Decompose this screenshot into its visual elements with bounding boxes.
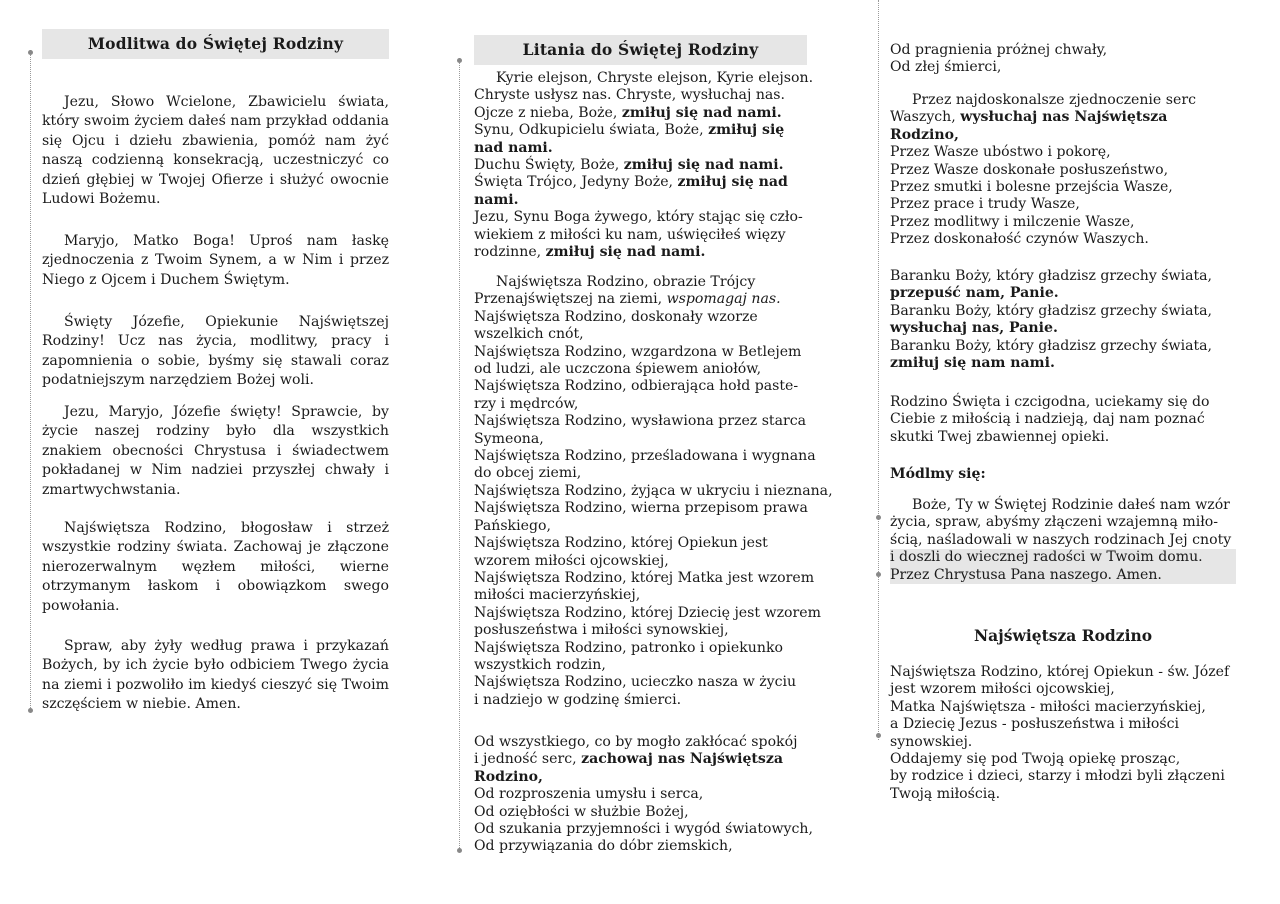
litany-line: Przez smutki i bolesne przejścia Wasze, xyxy=(890,179,1173,196)
rule-dot xyxy=(28,708,33,713)
litany-line xyxy=(474,174,813,191)
litany-through-block xyxy=(890,92,1196,249)
litany-line: wszystkich rodzin, xyxy=(474,656,606,673)
litany-line: Twoją miłością. xyxy=(890,785,1001,802)
litany-invocations xyxy=(474,70,813,261)
response-text: Rodzino, xyxy=(890,126,959,143)
litany-line: Najświętsza Rodzino, prześladowana i wygnana xyxy=(474,448,816,465)
litany-line: ścią, naśladowali w naszych rodzinach Jej cnoty xyxy=(890,531,1232,548)
litany-line: i nadziejo w godzinę śmierci. xyxy=(474,691,682,708)
litany-line: Najświętsza Rodzino, patronko i opiekunko xyxy=(474,639,783,656)
rule-dot xyxy=(28,50,33,55)
paragraph-text: Święty Józefie, Opiekunie Najświętszej Rodziny! Ucz nas życia, modlitwy, pracy i zapomnienia o sobie, byśmy się stawali coraz podatniejszym narzędziem Bożej woli. xyxy=(42,314,389,389)
litany-line: by rodzice i dzieci, starzy i młodzi byli złączeni xyxy=(890,768,1225,785)
litany-line xyxy=(890,549,1236,566)
rule-dot xyxy=(876,515,881,520)
litany-line: Najświętsza Rodzino, obrazie Trójcy xyxy=(496,274,756,290)
response-text: nami. xyxy=(474,191,519,208)
litany-line: Najświętsza Rodzino, wierna przepisom prawa xyxy=(474,500,808,517)
litany-line xyxy=(890,567,1236,584)
litany-family-invocations xyxy=(474,274,833,709)
litany-line: rzy i mędrców, xyxy=(474,395,579,412)
litany-line: Najświętsza Rodzino, wysławiona przez starca xyxy=(474,413,807,430)
litany-line: Najświętsza Rodzino, której Opiekun jest xyxy=(474,535,768,552)
litany-line: Najświętsza Rodzino, żyjąca w ukryciu i nieznana, xyxy=(474,482,833,499)
litany-line: Baranku Boży, który gładzisz grzechy świata, xyxy=(890,302,1213,319)
response-text: zmiłuj się nad nami. xyxy=(623,157,784,174)
litany-line: synowskiej. xyxy=(890,733,973,750)
rule-dot xyxy=(457,58,462,63)
litany-line: Najświętsza Rodzino, doskonały wzorze xyxy=(474,308,758,325)
highlight-text: i doszli do wiecznej radości w Twoim domu. xyxy=(890,549,1236,566)
line-text: Ojcze z nieba, Boże, xyxy=(474,104,618,121)
litany-line: Oddajemy się pod Twoją opiekę prosząc, xyxy=(890,751,1181,768)
litany-line: wiekiem z miłości ku nam, uświęciłeś więzy xyxy=(474,226,786,243)
paragraph-text: Najświętsza Rodzino, błogosław i strzeż wszystkie rodziny świata. Zachowaj je złączone nierozerwalnym węzłem miłości, wierne otrzymanym łaskom i obowiązkom swego powołania. xyxy=(42,520,389,614)
response-text: zmiłuj się nad xyxy=(677,174,788,191)
rule-dot xyxy=(457,848,462,853)
let-us-pray-heading xyxy=(890,466,986,483)
response-text: wspomagaj nas. xyxy=(666,291,781,308)
highlight-text: Przez Chrystusa Pana naszego. Amen. xyxy=(890,567,1236,584)
paragraph-text: Jezu, Maryjo, Józefie święty! Sprawcie, by życie naszej rodziny było dla wszystkich znakiem obecności Chrystusa i świadectwem pokładanej w Nim nadziei przyszłej chwały i zmartwychwstania. xyxy=(42,404,389,498)
litany-line: Baranku Boży, który gładzisz grzechy świata, xyxy=(890,268,1213,284)
litany-line: wszelkich cnót, xyxy=(474,326,584,343)
litany-line: Boże, Ty w Świętej Rodzinie dałeś nam wzór xyxy=(912,497,1230,513)
paragraph-text: Spraw, aby żyły według prawa i przykazań Bożych, by ich życie było odbiciem Twego życia na ziemi i pozwoliło im kiedyś cieszyć się Twoim szczęściem w niebie. Amen. xyxy=(42,638,389,713)
column-rule-3 xyxy=(878,0,879,740)
litany-line xyxy=(474,192,813,209)
line-text: Duchu Święty, Boże, xyxy=(474,157,620,174)
lamb-of-god-block xyxy=(890,268,1212,372)
prayer-paragraph xyxy=(42,232,389,290)
litany-line xyxy=(474,291,833,308)
response-text: zmiłuj się nam nami. xyxy=(890,355,1055,372)
response-text: wysłuchaj nas, Panie. xyxy=(890,320,1058,337)
family-prayer xyxy=(890,664,1229,803)
response-text: zmiłuj się nad nami. xyxy=(621,104,782,121)
line-text: i jedność serc, xyxy=(474,751,577,768)
litany-line: Najświętsza Rodzino, wzgardzona w Betlejem xyxy=(474,343,802,360)
litany-line xyxy=(890,320,1212,337)
line-text: Synu, Odkupicielu świata, Boże, xyxy=(474,122,704,139)
litany-line: miłości macierzyńskiej, xyxy=(474,587,641,604)
litany-line: jest wzorem miłości ojcowskiej, xyxy=(890,681,1115,698)
litany-deliverance xyxy=(474,734,813,856)
paragraph-text: Jezu, Słowo Wcielone, Zbawicielu świata, który swoim życiem dałeś nam przykład oddania się Ojcu i dziełu zbawienia, pomóż nam żyć naszą codzienną konsekracją, uczestniczyć co dzień głębiej w Twojej Ofierze i służyć owocnie Ludowi Bożemu. xyxy=(42,94,389,208)
litany-line xyxy=(890,285,1212,302)
column-rule-1 xyxy=(30,50,31,710)
litany-line: Od złej śmierci, xyxy=(890,59,1002,76)
invocation-block xyxy=(890,394,1210,446)
litany-line: Od oziębłości w służbie Bożej, xyxy=(474,803,689,820)
closing-prayer xyxy=(890,497,1236,584)
litany-line: wzorem miłości ojcowskiej, xyxy=(474,552,669,569)
litany-line: Chryste usłysz nas. Chryste, wysłuchaj nas. xyxy=(474,87,786,104)
rule-dot xyxy=(876,733,881,738)
litany-line: Przez Wasze ubóstwo i pokorę, xyxy=(890,144,1111,161)
litany-line xyxy=(890,127,1196,144)
litany-line: Kyrie elejson, Chryste elejson, Kyrie elejson. xyxy=(496,70,814,86)
litany-line: od ludzi, ale uczczona śpiewem aniołów, xyxy=(474,361,762,378)
litany-line: Najświętsza Rodzino, której Dziecię jest wzorem xyxy=(474,604,821,621)
litany-line: Jezu, Synu Boga żywego, który stając się czło- xyxy=(474,209,803,226)
litany-line: Od wszystkiego, co by mogło zakłócać spokój xyxy=(474,734,798,750)
litany-line xyxy=(474,157,813,174)
litany-line: Pańskiego, xyxy=(474,517,551,534)
litany-line: Przez prace i trudy Wasze, xyxy=(890,196,1080,213)
litany-line xyxy=(474,140,813,157)
litany-line: Ciebie z miłością i nadzieją, daj nam poznać xyxy=(890,411,1205,428)
litany-line: Matka Najświętsza - miłości macierzyńskiej, xyxy=(890,698,1206,715)
litany-line xyxy=(474,244,813,261)
litany-line: Przez doskonałość czynów Waszych. xyxy=(890,231,1149,248)
prayer-paragraph xyxy=(42,403,389,500)
rule-dot xyxy=(876,572,881,577)
litany-line: Przez najdoskonalsze zjednoczenie serc xyxy=(912,92,1196,108)
paragraph-text: Maryjo, Matko Boga! Uproś nam łaskę zjednoczenia z Twoim Synem, a w Nim i przez Niego z Ojcem i Duchem Świętym. xyxy=(42,233,389,288)
line-text: rodzinne, xyxy=(474,244,542,261)
prayer-paragraph xyxy=(42,93,389,209)
litany-line xyxy=(474,769,813,786)
litany-line xyxy=(890,109,1196,126)
response-text: Rodzino, xyxy=(474,768,543,785)
response-text: zmiłuj się xyxy=(708,122,785,139)
litany-line: a Dziecię Jezus - posłuszeństwa i miłości xyxy=(890,716,1179,733)
litany-line xyxy=(474,122,813,139)
litany-line: Od szukania przyjemności i wygód światowych, xyxy=(474,821,813,838)
line-text: Przenajświętszej na ziemi, xyxy=(474,291,663,308)
litany-line: Najświętsza Rodzino, odbierająca hołd paste- xyxy=(474,378,799,395)
prayer-paragraph xyxy=(42,637,389,715)
litany-line xyxy=(890,355,1212,372)
litany-line: skutki Twej zbawiennej opieki. xyxy=(890,428,1110,445)
litany-line: życia, spraw, abyśmy złączeni wzajemną miło- xyxy=(890,514,1219,531)
litany-line xyxy=(474,751,813,768)
response-text: przepuść nam, Panie. xyxy=(890,285,1059,302)
litany-line: Baranku Boży, który gładzisz grzechy świata, xyxy=(890,337,1213,354)
litany-line: Rodzino Święta i czcigodna, uciekamy się do xyxy=(890,394,1210,410)
litany-line: posłuszeństwa i miłości synowskiej, xyxy=(474,622,729,639)
prayer-paragraph xyxy=(42,313,389,391)
litany-line: Przez modlitwy i milczenie Wasze, xyxy=(890,213,1135,230)
prayer-paragraph xyxy=(42,519,389,616)
litany-line: Od przywiązania do dóbr ziemskich, xyxy=(474,838,733,855)
litany-line: Od pragnienia próżnej chwały, xyxy=(890,42,1108,58)
litany-line: Najświętsza Rodzino, której Opiekun - św. Józef xyxy=(890,664,1230,680)
litany-line: do obcej ziemi, xyxy=(474,465,582,482)
column-rule-2 xyxy=(459,58,460,850)
litany-title: Litania do Świętej Rodziny xyxy=(474,35,807,65)
response-text: zachowaj nas Najświętsza xyxy=(581,751,783,768)
litany-line: Najświętsza Rodzino, której Matka jest wzorem xyxy=(474,569,815,586)
litany-line: Od rozproszenia umysłu i serca, xyxy=(474,786,704,803)
litany-line: Symeona, xyxy=(474,430,544,447)
line-text: Waszych, xyxy=(890,109,956,126)
line-text: Święta Trójco, Jedyny Boże, xyxy=(474,174,674,191)
response-text: wysłuchaj nas Najświętsza xyxy=(960,109,1168,126)
response-text: nad nami. xyxy=(474,139,553,156)
litany-line: Najświętsza Rodzino, ucieczko nasza w życiu xyxy=(474,674,797,691)
litany-line: Przez Wasze doskonałe posłuszeństwo, xyxy=(890,161,1169,178)
prayer-title: Modlitwa do Świętej Rodziny xyxy=(42,29,389,59)
litany-deliverance-cont xyxy=(890,42,1107,77)
litany-line xyxy=(474,105,813,122)
section-title: Najświętsza Rodzino xyxy=(973,626,1153,645)
response-text: zmiłuj się nad nami. xyxy=(545,244,706,261)
heading-bold: Módlmy się: xyxy=(890,466,986,482)
heading-text xyxy=(890,466,986,483)
